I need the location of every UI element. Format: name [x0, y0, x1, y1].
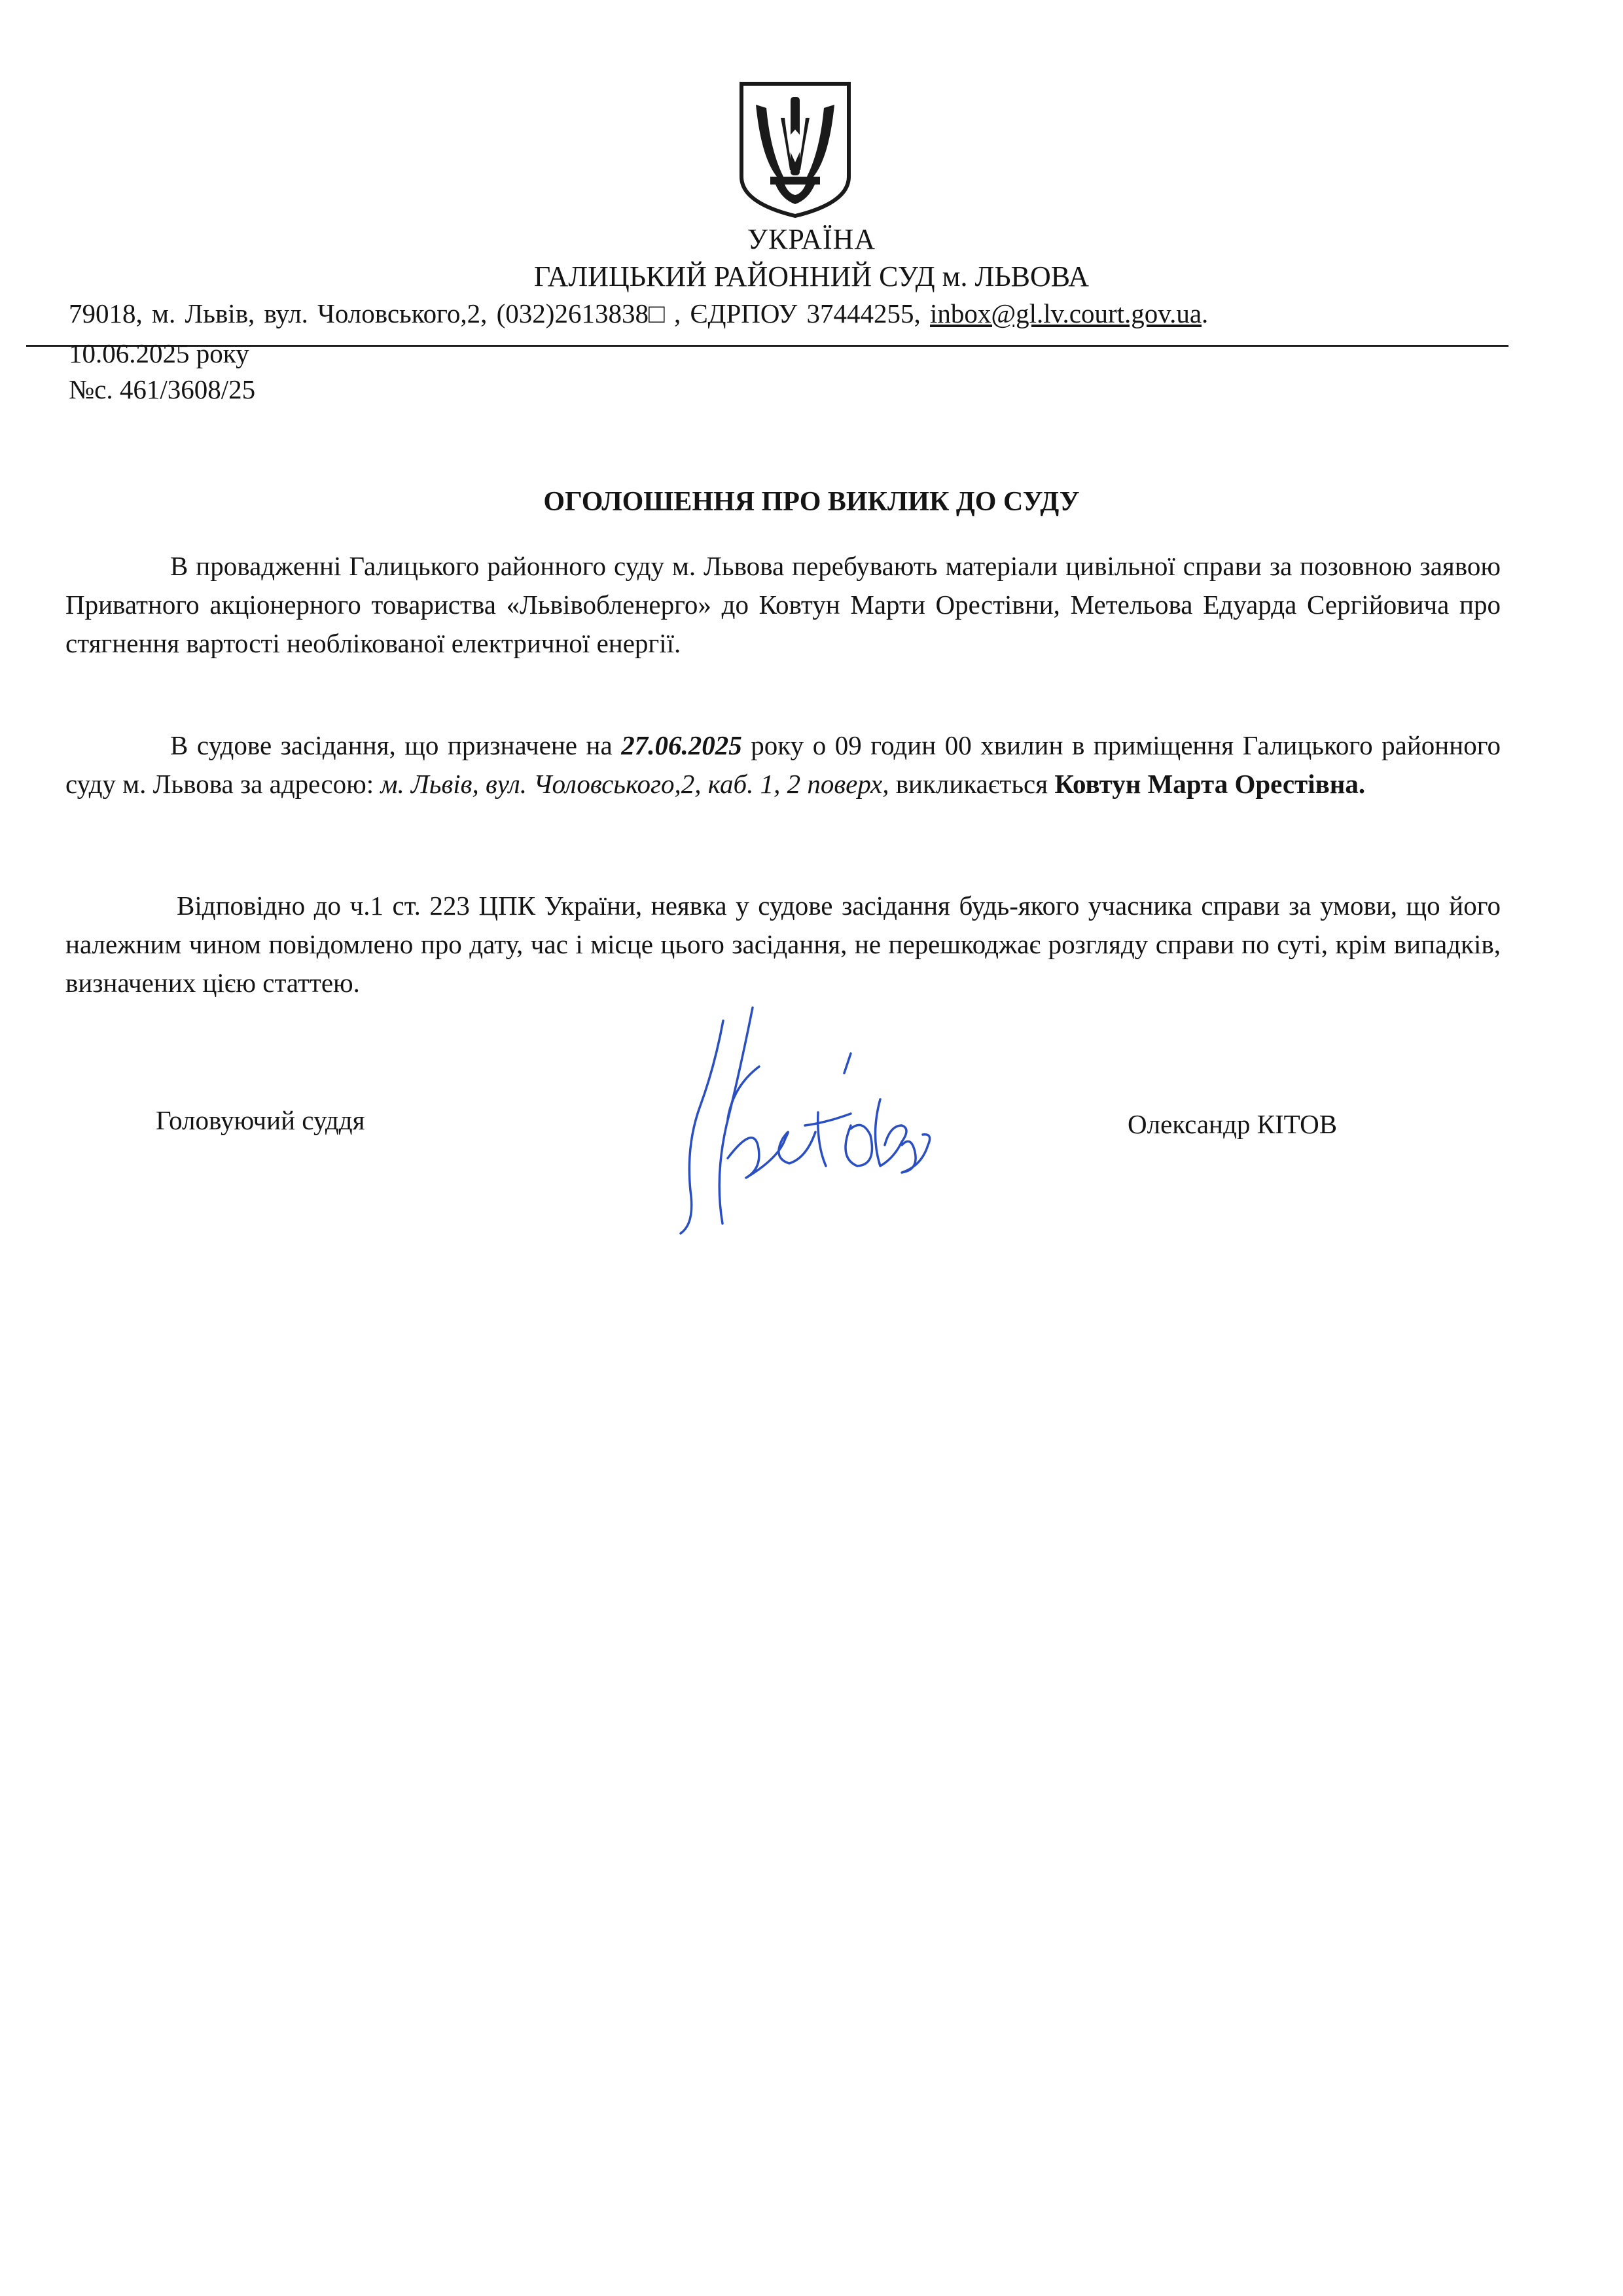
- paragraph-hearing-summons: [65, 726, 1501, 804]
- summoned-person: Ковтун Марта Орестівна.: [1054, 769, 1366, 799]
- summons-text-3: викликається: [889, 769, 1055, 799]
- paragraph-case-materials: [65, 547, 1501, 663]
- case-number: №с. 461/3608/25: [69, 374, 256, 404]
- country-name: УКРАЇНА: [747, 223, 876, 255]
- hearing-address: м. Львів, вул. Чоловського,2, каб. 1, 2 поверх,: [380, 769, 889, 799]
- judge-name: Олександр КІТОВ: [1128, 1109, 1338, 1139]
- trident-coat-of-arms-icon: [736, 79, 854, 219]
- court-address-line: [69, 298, 1508, 329]
- hearing-date: 27.06.2025: [621, 730, 742, 760]
- court-address-suffix: .: [1202, 298, 1209, 328]
- paragraph-legal-note: [65, 887, 1501, 1002]
- handwritten-signature-icon: [654, 995, 962, 1243]
- court-email-link[interactable]: inbox@gl.lv.court.gov.ua: [930, 298, 1202, 328]
- paragraph-text: Відповідно до ч.1 ст. 223 ЦПК України, неявка у судове засідання будь-якого учасника справи за умови, що його належним чином повідомлено про дату, час і місце цього засідання, не перешкоджає розгляду справи по суті, крім випадків, визначених цією статтею.: [65, 891, 1501, 998]
- summons-text-2: року о 09 годин 00 хвилин в приміщення Галицького районного суду м. Львова за адресою:: [65, 730, 1501, 799]
- paragraph-text: В провадженні Галицького районного суду м. Львова перебувають матеріали цивільної справи за позовною заявою Приватного акціонерного товариства «Львівобленерго» до Ковтун Марти Орестівни, Метельова Едуарда Сергійовича про стягнення вартості необлікованої електричної енергії.: [65, 551, 1501, 658]
- court-name: ГАЛИЦЬКИЙ РАЙОННИЙ СУД м. ЛЬВОВА: [533, 260, 1090, 292]
- document-title: ОГОЛОШЕННЯ ПРО ВИКЛИК ДО СУДУ: [543, 487, 1080, 517]
- document-date: 10.06.2025 року: [69, 338, 249, 368]
- summons-text-1: В судове засідання, що призначене на: [170, 730, 622, 760]
- court-address-text: 79018, м. Львів, вул. Чоловського,2, (032)2613838□ , ЄДРПОУ 37444255,: [69, 298, 930, 328]
- paragraph-text: [65, 726, 1501, 804]
- judge-position: Головуючий суддя: [156, 1105, 365, 1135]
